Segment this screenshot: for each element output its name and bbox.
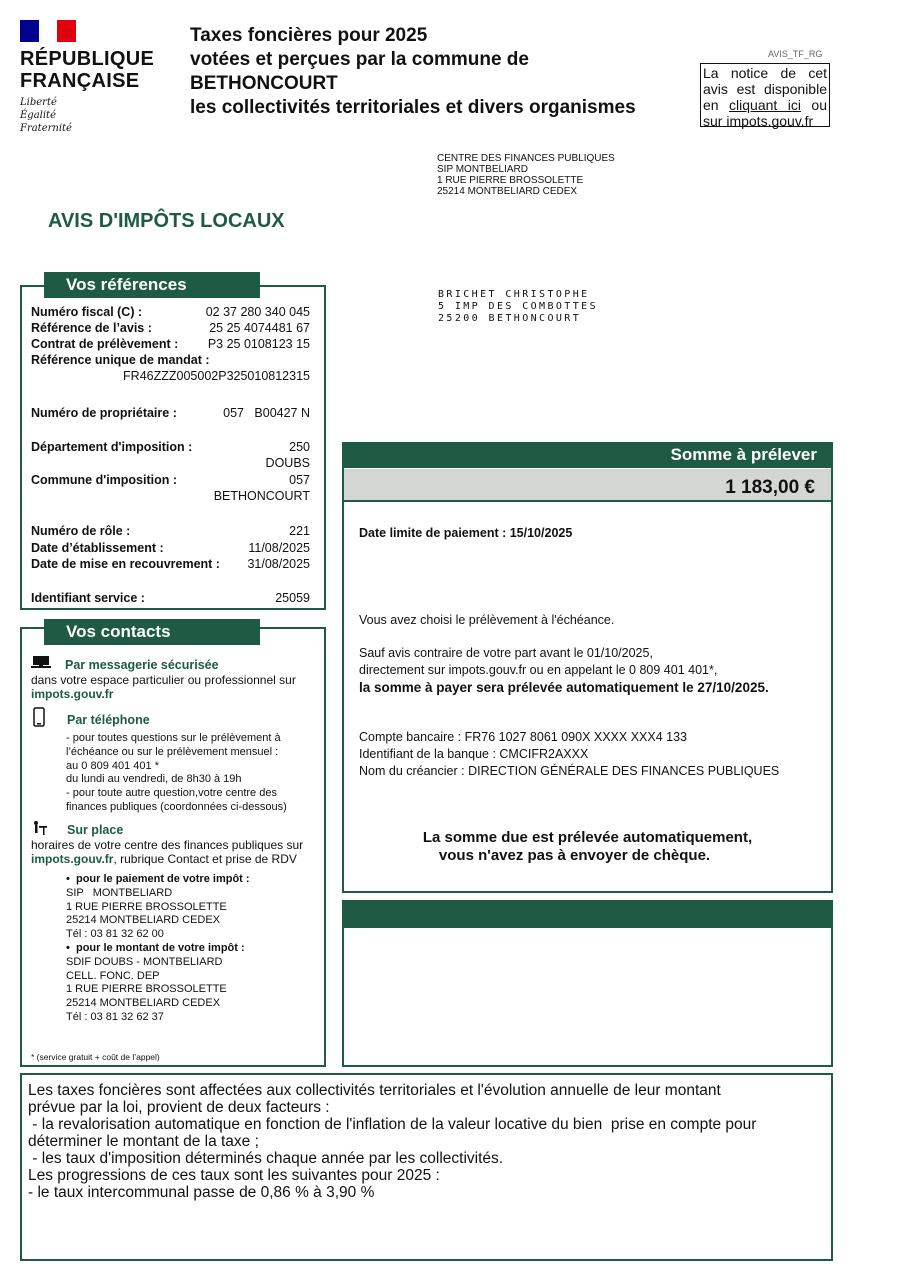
compte-bancaire: Compte bancaire : FR76 1027 8061 090X XXXX XXX4 133 — [359, 730, 687, 744]
tel-line: finances publiques (coordonnées ci-dessous) — [66, 800, 287, 813]
footer-line: Les progressions de ces taux sont les suivantes pour 2025 : — [28, 1167, 440, 1184]
surplace-title: Sur place — [67, 823, 124, 837]
etablissement-value: 11/08/2025 — [248, 541, 310, 555]
numero-fiscal-value: 02 37 280 340 045 — [205, 305, 310, 319]
recipient-line: 25200 BETHONCOURT — [438, 313, 582, 324]
service-value: 25059 — [275, 591, 310, 605]
payment-choice: Vous avez choisi le prélèvement à l'échéance. — [359, 613, 615, 627]
recipient-line: 5 IMP DES COMBOTTES — [438, 301, 598, 312]
etablissement-label: Date d’établissement : — [31, 541, 164, 555]
surplace-link-line — [31, 852, 297, 866]
role-label: Numéro de rôle : — [31, 524, 131, 538]
notice-box — [700, 63, 830, 127]
proprietaire-label: Numéro de propriétaire : — [31, 406, 177, 420]
mandat-label: Référence unique de mandat : — [31, 353, 210, 367]
commune-code: 057 — [289, 473, 310, 487]
footer-line: déterminer le montant de la taxe ; — [28, 1133, 259, 1150]
recipient-line: BRICHET CHRISTOPHE — [438, 289, 590, 300]
footnote: * (service gratuit + coût de l’appel) — [31, 1052, 160, 1062]
sauf-line-3: la somme à payer sera prélevée automatiquement le 27/10/2025. — [359, 680, 769, 695]
mobile-phone-icon — [33, 707, 45, 727]
departement-label: Département d'imposition : — [31, 440, 193, 454]
motto-liberte: Liberté — [20, 97, 57, 108]
footer-info-box — [20, 1073, 833, 1261]
montant-title: pour le montant de votre impôt : — [75, 941, 245, 954]
surplace-text-2: , rubrique Contact et prise de RDV — [113, 852, 297, 866]
tel-line: l’échéance ou sur le prélèvement mensuel : — [66, 745, 279, 758]
commune-name: BETHONCOURT — [213, 489, 310, 503]
notice-link[interactable]: cliquant ici — [729, 97, 801, 113]
messagerie-title: Par messagerie sécurisée — [65, 658, 219, 672]
cfp-line: 25214 MONTBELIARD CEDEX — [437, 186, 578, 197]
avis-heading: AVIS D'IMPÔTS LOCAUX — [48, 210, 285, 232]
motto-fraternite: Fraternité — [20, 123, 72, 134]
paiement-line: SIP MONTBELIARD — [66, 886, 173, 899]
republique-francaise-logo — [20, 20, 155, 140]
proprietaire-value: 057 B00427 N — [223, 406, 310, 420]
tel-line: au 0 809 401 401 * — [66, 759, 159, 772]
french-flag-icon — [20, 20, 76, 42]
title-line-1: Taxes foncières pour 2025 — [190, 25, 428, 46]
amount-value: 1 183,00 € — [344, 469, 831, 502]
montant-line: SDIF DOUBS - MONTBELIARD — [66, 955, 223, 968]
payment-header: Somme à prélever — [342, 442, 833, 468]
title-line-3: BETHONCOURT — [190, 73, 338, 94]
paiement-title-line: • pour le paiement de votre impôt : — [66, 873, 250, 885]
nom-creancier: Nom du créancier : DIRECTION GÉNÉRALE DES FINANCES PUBLIQUES — [359, 764, 780, 778]
paiement-title: pour le paiement de votre impôt : — [75, 873, 250, 885]
recipient-address — [438, 289, 598, 325]
service-label: Identifiant service : — [31, 591, 145, 605]
footer-line: - les taux d'imposition déterminés chaque année par les collectivités. — [28, 1150, 504, 1167]
due-line-1: La somme due est prélevée automatiquement, — [422, 829, 753, 846]
motto-egalite: Égalité — [20, 110, 56, 121]
cfp-line: SIP MONTBELIARD — [437, 164, 528, 175]
numero-fiscal-label: Numéro fiscal (C) : — [31, 305, 143, 319]
title-line-4: les collectivités territoriales et divers organismes — [190, 97, 636, 118]
due-line-2: vous n'avez pas à envoyer de chèque. — [438, 847, 711, 864]
role-value: 221 — [289, 524, 310, 538]
departement-code: 250 — [289, 440, 310, 454]
references-tab: Vos références — [44, 272, 260, 298]
tel-line: du lundi au vendredi, de 8h30 à 19h — [66, 773, 242, 786]
logo-line-2: FRANÇAISE — [20, 70, 140, 92]
montant-line: 25214 MONTBELIARD CEDEX — [66, 997, 221, 1010]
footer-line: Les taxes foncières sont affectées aux collectivités territoriales et l'évolution annuelle de leur montant — [28, 1082, 721, 1099]
sauf-line-1: Sauf avis contraire de votre part avant le 01/10/2025, — [359, 646, 653, 660]
montant-line: Tél : 03 81 32 62 37 — [66, 1010, 164, 1023]
ref-avis-value: 25 25 4074481 67 — [209, 321, 310, 335]
commune-label: Commune d'imposition : — [31, 473, 178, 487]
footer-line: - la revalorisation automatique en fonction de l'inflation de la valeur locative du bien prise en compte pour — [28, 1116, 757, 1133]
recouvrement-value: 31/08/2025 — [247, 557, 310, 571]
avis-code: AVIS_TF_RG — [768, 49, 823, 59]
finances-center-address — [437, 153, 615, 197]
title-line-2: votées et perçues par la commune de — [190, 49, 529, 70]
secondary-box-header — [342, 900, 833, 928]
document-title — [190, 24, 636, 120]
messagerie-link[interactable]: impots.gouv.fr — [31, 687, 114, 701]
sauf-line-2: directement sur impots.gouv.fr ou en appelant le 0 809 401 401*, — [359, 663, 718, 677]
recouvrement-label: Date de mise en recouvrement : — [31, 557, 220, 571]
cfp-line: CENTRE DES FINANCES PUBLIQUES — [437, 153, 615, 164]
footer-line: - le taux intercommunal passe de 0,86 % à 3,90 % — [28, 1184, 375, 1201]
notice-text-2: ou sur impots.gouv.fr — [703, 97, 827, 129]
mandat-value: FR46ZZZ005002P325010812315 — [123, 369, 310, 383]
contrat-value: P3 25 0108123 15 — [207, 337, 310, 351]
paiement-line: 1 RUE PIERRE BROSSOLETTE — [66, 900, 227, 913]
logo-line-1: RÉPUBLIQUE — [20, 48, 155, 70]
contrat-label: Contrat de prélèvement : — [31, 337, 179, 351]
tel-line: - pour toute autre question,votre centre des — [66, 787, 277, 800]
montant-title-line: • pour le montant de votre impôt : — [66, 941, 245, 954]
surplace-link[interactable]: impots.gouv.fr — [31, 852, 114, 866]
paiement-line: Tél : 03 81 32 62 00 — [66, 928, 164, 941]
paiement-line: 25214 MONTBELIARD CEDEX — [66, 914, 221, 927]
departement-name: DOUBS — [265, 456, 310, 470]
messagerie-text: dans votre espace particulier ou professionnel sur — [31, 673, 296, 687]
cfp-line: 1 RUE PIERRE BROSSOLETTE — [437, 175, 584, 186]
person-at-desk-icon — [32, 820, 48, 836]
montant-line: CELL. FONC. DEP — [66, 969, 160, 982]
identifiant-banque: Identifiant de la banque : CMCIFR2AXXX — [359, 747, 589, 761]
contacts-tab: Vos contacts — [44, 619, 260, 645]
montant-line: 1 RUE PIERRE BROSSOLETTE — [66, 983, 227, 996]
telephone-details — [66, 732, 322, 815]
notice-text-1: La notice de cet avis est disponible en — [703, 65, 827, 113]
surplace-text: horaires de votre centre des finances publiques sur — [31, 838, 304, 852]
date-limite: Date limite de paiement : 15/10/2025 — [359, 526, 573, 540]
telephone-title: Par téléphone — [67, 713, 150, 727]
computer-icon — [31, 656, 51, 670]
paiement-contact — [66, 873, 322, 1025]
tel-line: - pour toutes questions sur le prélèvement à — [66, 732, 281, 744]
footer-line: prévue par la loi, provient de deux facteurs : — [28, 1099, 330, 1116]
ref-avis-label: Référence de l’avis : — [31, 321, 152, 335]
